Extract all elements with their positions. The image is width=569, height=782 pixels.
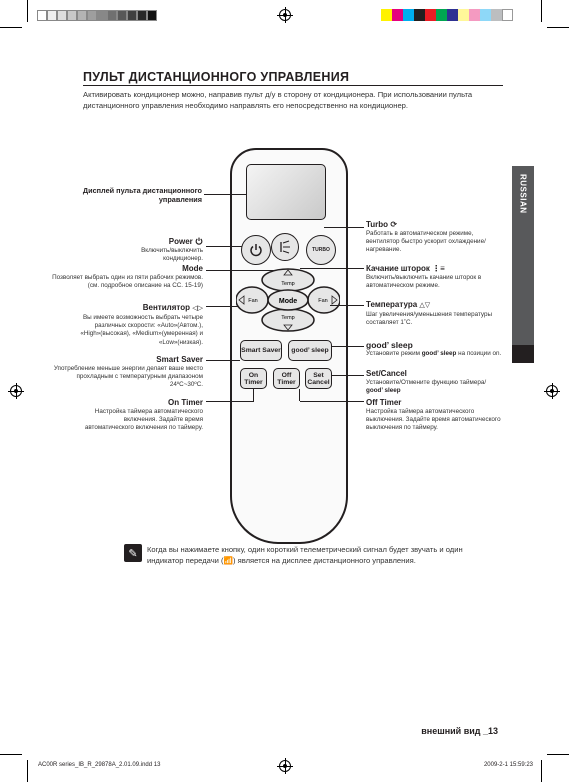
swing-icon: ⋮≡	[432, 264, 445, 273]
registration-mark-icon	[10, 385, 22, 397]
fan-annotation	[50, 303, 203, 347]
leader-line	[253, 389, 254, 401]
leader-line	[324, 227, 364, 228]
transmit-icon: 📶	[223, 556, 234, 565]
power-icon	[195, 237, 203, 245]
temperature-annotation	[366, 300, 506, 327]
note-text	[147, 544, 497, 566]
temperature-title: Температура	[366, 300, 418, 309]
leader-line	[299, 389, 300, 401]
off-timer-button[interactable]: Off Timer	[273, 368, 300, 389]
note-icon: ✎	[124, 544, 142, 562]
leader-line	[204, 194, 246, 195]
set-cancel-desc-b: good’ sleep	[366, 387, 401, 395]
note-text-a: Когда вы нажимаете кнопку, один короткий телеметрический сигнал будет звучать и один индикатор передачи (	[147, 545, 463, 565]
power-icon	[249, 243, 263, 257]
fan-title: Вентилятор	[142, 303, 190, 312]
temperature-heading	[366, 300, 506, 311]
set-cancel-desc-a: Установите/Отмените функцию таймера/	[366, 379, 487, 386]
off-timer-annotation	[366, 398, 506, 433]
date-slug: 2009-2-1 15:59:23	[483, 762, 533, 768]
smart-saver-button[interactable]: Smart Saver	[240, 340, 282, 361]
off-timer-title: Off Timer	[366, 398, 402, 407]
crop-mark	[541, 0, 542, 22]
leader-line	[206, 270, 276, 271]
mode-annotation	[50, 264, 203, 290]
fan-heading	[50, 303, 203, 314]
set-cancel-button[interactable]: Set Cancel	[305, 368, 332, 389]
turbo-heading	[366, 220, 506, 230]
leader-line	[300, 401, 364, 402]
remote-display	[246, 164, 326, 220]
temp-up-button[interactable]	[262, 269, 314, 291]
leader-line	[330, 305, 364, 306]
crop-mark	[547, 754, 569, 755]
good-sleep-desc-b: good’ sleep	[421, 350, 457, 357]
file-slug: AC00R series_IB_R_29878A_2.01.09.indd 13	[38, 762, 161, 768]
turbo-annotation	[366, 220, 506, 255]
page-number: внешний вид _13	[421, 726, 498, 736]
display-title: Дисплей пульта дистанционного управления	[82, 186, 202, 204]
smart-saver-annotation	[50, 355, 203, 390]
crop-mark	[547, 27, 569, 28]
good-sleep-description	[366, 350, 506, 358]
leader-line	[332, 375, 364, 376]
registration-mark-icon	[546, 385, 558, 397]
crop-mark	[27, 760, 28, 782]
direction-pad	[236, 268, 340, 332]
leader-line	[206, 246, 242, 247]
crop-mark	[0, 754, 22, 755]
swing-title: Качание шторок	[366, 264, 430, 273]
smart-saver-description: Употребление меньше энергии делает ваше место прохладным с температурным диапазоном 24ºC~30ºC.	[53, 365, 203, 389]
power-description: Включить/выключить кондиционер.	[141, 247, 203, 263]
crop-mark	[541, 760, 542, 782]
page-title: ПУЛЬТ ДИСТАНЦИОННОГО УПРАВЛЕНИЯ	[83, 70, 350, 84]
fan-description: Вы имеете возможность выбрать четыре различных скорости: «Auto»(Автом.), «High»(высокая), «Medium»(умеренная) и «Low»(низкая).	[80, 314, 203, 346]
turbo-button[interactable]	[306, 235, 336, 265]
fan-right-label: Fan	[318, 298, 328, 304]
crop-mark	[27, 0, 28, 22]
temperature-arrows-icon: △▽	[419, 302, 431, 309]
gray-scale-bar	[37, 10, 157, 21]
power-heading	[60, 237, 203, 247]
display-annotation	[60, 186, 202, 204]
temp-up-label: Temp	[281, 281, 295, 287]
crop-mark	[0, 27, 22, 28]
mode-title: Mode	[182, 264, 203, 273]
good-sleep-button[interactable]: good’ sleep	[288, 340, 332, 361]
color-bar	[381, 9, 513, 21]
leader-line	[300, 268, 364, 269]
mode-label: Mode	[278, 298, 298, 305]
good-sleep-desc-c: на позиции on.	[458, 350, 502, 357]
fan-arrows-icon: ◁▷	[192, 305, 203, 312]
set-cancel-description	[366, 379, 506, 395]
on-timer-title: On Timer	[168, 398, 203, 407]
good-sleep-desc-a: Установите режим	[366, 350, 420, 357]
mode-description: Позволяет выбрать один из пяти рабочих режимов. (см. подробное описание на СС. 15-19)	[52, 274, 203, 290]
smart-saver-title: Smart Saver	[156, 355, 203, 364]
set-cancel-annotation	[366, 369, 506, 395]
leader-line	[206, 360, 240, 361]
registration-mark-icon	[279, 760, 291, 772]
temp-down-label: Temp	[281, 315, 295, 321]
turbo-title: Turbo	[366, 220, 389, 229]
off-timer-description: Настройка таймера автоматического выключения. Задайте время автоматического выключения по таймеру.	[366, 408, 501, 432]
title-rule	[83, 85, 503, 86]
leader-line	[206, 401, 254, 402]
turbo-label: TURBO	[312, 247, 330, 253]
on-timer-description: Настройка таймера автоматического включения. Задайте время автоматического включения по таймеру.	[84, 408, 203, 432]
swing-heading	[366, 264, 506, 274]
language-tab-marker	[512, 345, 534, 363]
turbo-description: Работать в автоматическом режиме, вентилятор быстро ускорит охлаждение/ нагревание.	[366, 230, 486, 254]
swing-annotation	[366, 264, 506, 290]
set-cancel-title: Set/Cancel	[366, 369, 407, 378]
leader-line	[332, 346, 364, 347]
on-timer-annotation	[80, 398, 203, 433]
temperature-description: Шаг увеличения/уменьшения температуры составляет 1˚С.	[366, 311, 493, 327]
fan-left-label: Fan	[248, 298, 258, 304]
leader-line	[206, 306, 238, 307]
turbo-icon: ⟳	[390, 220, 398, 229]
language-tab-label: RUSSIAN	[518, 174, 528, 214]
language-tab	[512, 166, 534, 362]
good-sleep-annotation	[366, 340, 506, 358]
good-sleep-title: good’ sleep	[366, 340, 413, 350]
on-timer-button[interactable]: On Timer	[240, 368, 267, 389]
registration-mark-icon	[279, 9, 291, 21]
swing-icon	[278, 240, 292, 254]
swing-description: Включить/выключить качание шторок в автоматическом режиме.	[366, 274, 482, 290]
intro-text: Активировать кондиционер можно, направив пульт д/у в сторону от кондиционера. При использовании пульта дистанционного управления необходимо направлять его непосредственно на кондиционер.	[83, 90, 473, 110]
power-annotation	[60, 237, 203, 263]
note-text-b: ) является на дисплее дистанционного управления.	[233, 556, 416, 565]
power-button[interactable]	[241, 235, 271, 265]
power-title: Power	[168, 237, 193, 246]
swing-button[interactable]	[271, 233, 299, 261]
